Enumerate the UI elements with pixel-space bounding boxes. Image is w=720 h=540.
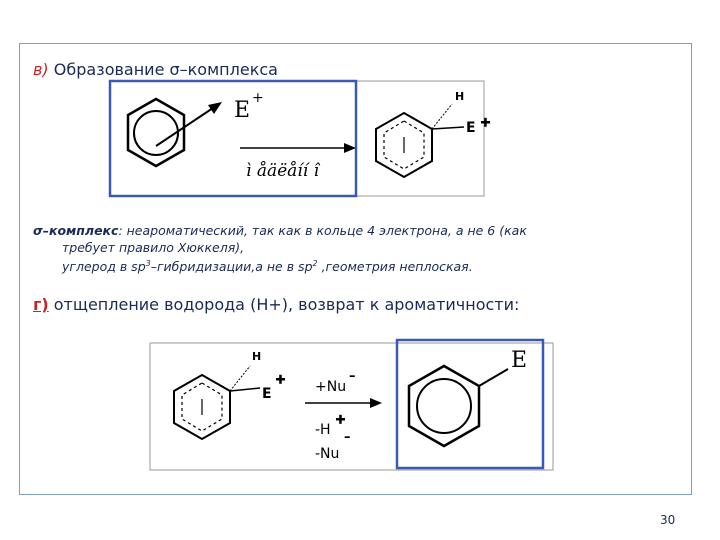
title-prefix: в) [33, 60, 49, 79]
sigma-def-3c: ,геометрия неплоская. [317, 259, 473, 275]
reactant-e-label: E [262, 386, 272, 402]
loss-h-charge: – [344, 430, 351, 445]
loss-h: -H [315, 422, 331, 438]
product-e-substituent: E [511, 348, 528, 373]
sup-2: 2 [312, 259, 318, 268]
page-number: 30 [660, 513, 676, 527]
sigma-def-3a: углерод в sp [62, 259, 146, 275]
sigma-definition-line2 [62, 240, 244, 255]
electrophile-charge: + [252, 90, 264, 106]
section-title-g [33, 295, 519, 314]
sigma-def-2: требует правило Хюккеля), [62, 240, 245, 255]
sigma-term: σ–комплекс [33, 223, 119, 238]
product-e-label: E [466, 120, 476, 136]
sigma-def-3b: –гибридизации,а не в sp [150, 259, 313, 275]
reagent-nu-charge: – [349, 369, 356, 384]
loss-nu: -Nu [315, 446, 340, 462]
reactant-h-label: H [252, 350, 262, 363]
garbled-caption: ì åäëåíí î [246, 161, 320, 181]
reagent-nu: +Nu [315, 379, 347, 395]
heading2-text: отщепление водорода (Н+), возврат к ароматичности: [48, 295, 520, 314]
title-text: Образование σ–комплекса [48, 60, 278, 79]
sup-3: 3 [145, 259, 151, 268]
sigma-definition-line1 [33, 223, 527, 238]
heading2-label: г) [33, 295, 49, 314]
product-h-label: H [455, 90, 465, 103]
sigma-def-1: : неароматический, так как в кольце 4 электрона, а не 6 (как [118, 223, 527, 238]
sigma-definition-line3 [62, 259, 473, 274]
scheme2-background [150, 343, 553, 470]
electrophile-label: E [234, 98, 251, 123]
